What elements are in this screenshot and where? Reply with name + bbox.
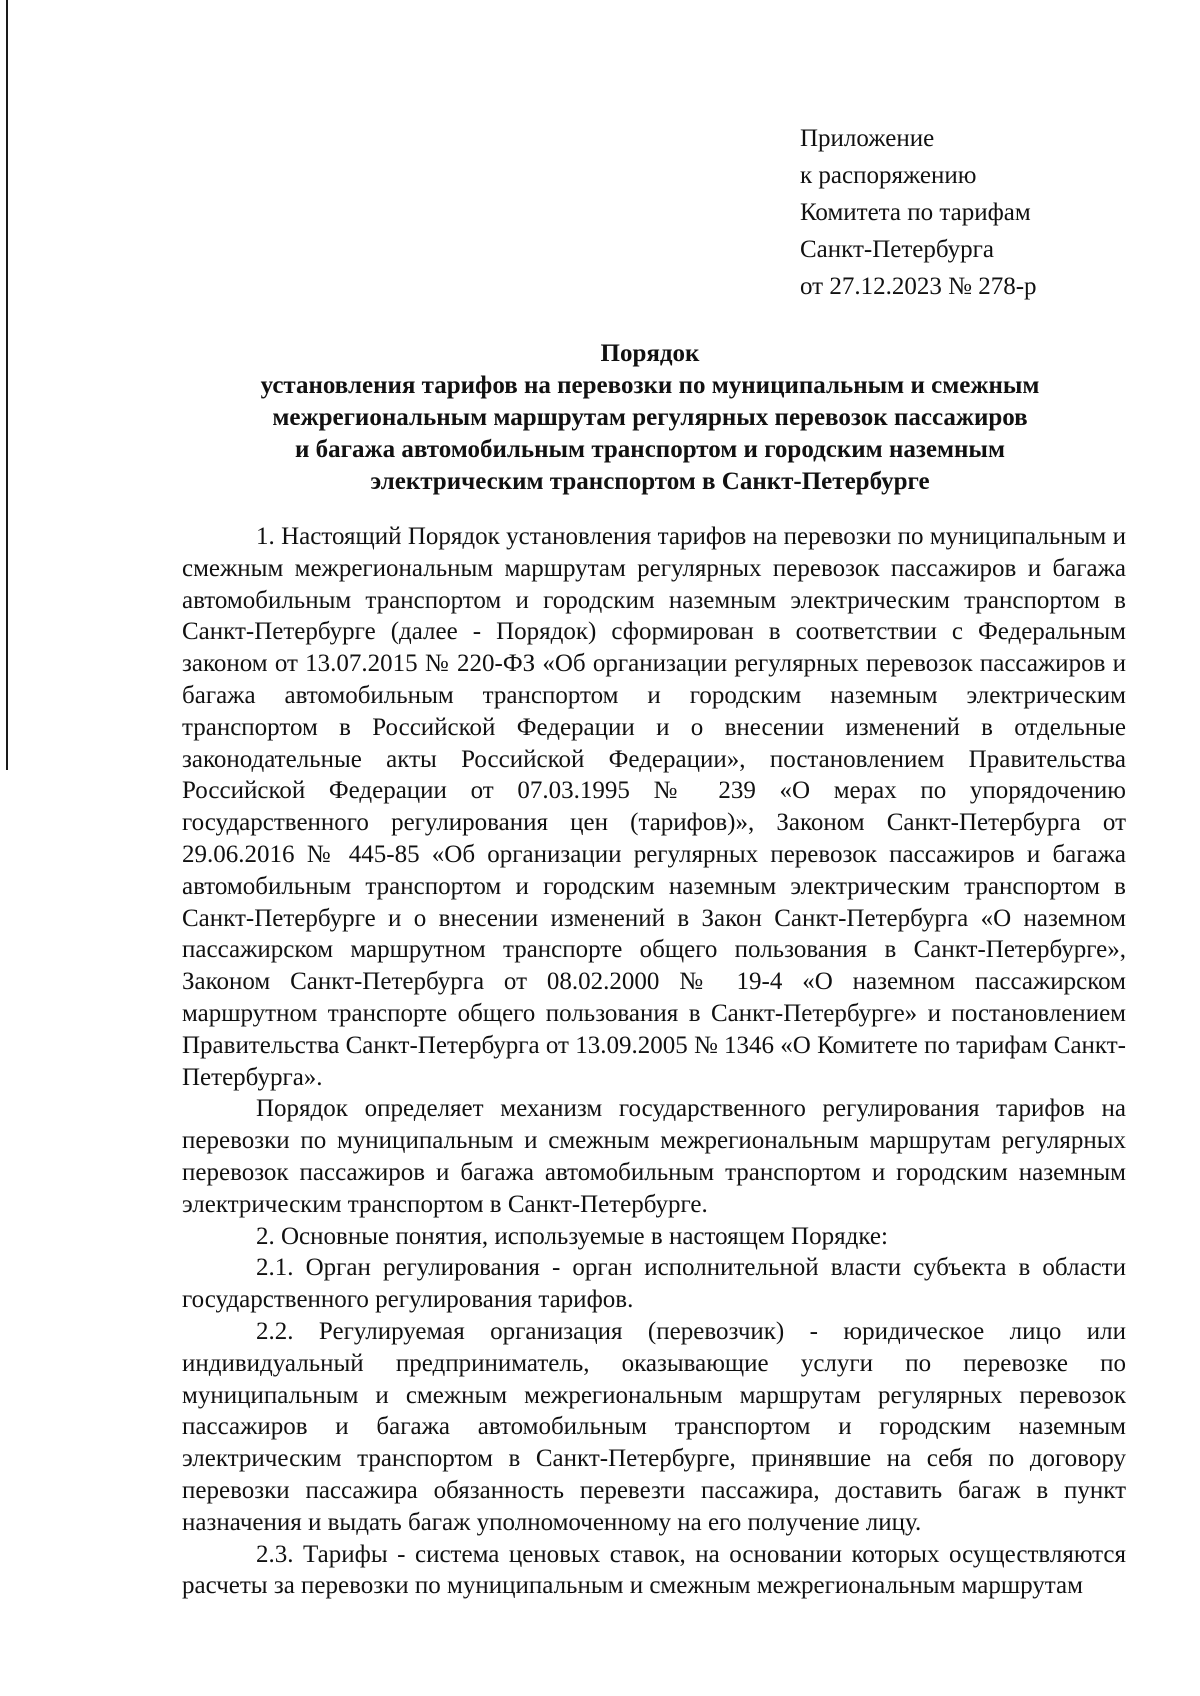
paragraph-3: 2. Основные понятия, используемые в настоящем Порядке: — [256, 1222, 888, 1250]
title-line: и багажа автомобильным транспортом и городским наземным — [295, 436, 1005, 463]
paragraph-2: Порядок определяет механизм государственного регулирования тарифов на перевозки по муниципальным и смежным межрегиональным маршрутам регулярных перевозок пассажиров и багажа автомобильным транспортом и городским наземным электрическим транспортом в Санкт-Петербурге. — [182, 1095, 1126, 1218]
appendix-line: к распоряжению — [800, 162, 977, 189]
title-line: электрическим транспортом в Санкт-Петербурге — [370, 468, 930, 495]
appendix-block — [800, 120, 1037, 305]
paragraph-4: 2.1. Орган регулирования - орган исполнительной власти субъекта в области государственного регулирования тарифов. — [182, 1254, 1126, 1314]
appendix-line: от 27.12.2023 № 278-р — [800, 273, 1037, 300]
appendix-line: Санкт-Петербурга — [800, 236, 995, 263]
appendix-line: Приложение — [800, 125, 935, 152]
appendix-line: Комитета по тарифам — [800, 199, 1031, 226]
paragraph-5: 2.2. Регулируемая организация (перевозчик) - юридическое лицо или индивидуальный предприниматель, оказывающие услуги по перевозке по муниципальным и смежным межрегиональным маршрутам регулярных перевозок пассажиров и багажа автомобильным транспортом и городским наземным электрическим транспортом в Санкт-Петербурге, принявшие на себя по договору перевозки пассажира обязанность перевезти пассажира, доставить багаж в пункт назначения и выдать багаж уполномоченному на его получение лицу. — [182, 1317, 1126, 1536]
title-heading: Порядок — [600, 340, 700, 367]
paragraph-6: 2.3. Тарифы - система ценовых ставок, на основании которых осуществляются расчеты за перевозки по муниципальным и смежным межрегиональным маршрутам — [182, 1540, 1126, 1600]
scan-edge-line — [6, 0, 8, 770]
document-body — [182, 521, 1126, 1602]
title-line: установления тарифов на перевозки по муниципальным и смежным — [260, 372, 1040, 399]
paragraph-1: 1. Настоящий Порядок установления тарифов на перевозки по муниципальным и смежным межрегиональным маршрутам регулярных перевозок пассажиров и багажа автомобильным транспортом и городским наземным электрическим транспортом в Санкт-Петербурге (далее - Порядок) сформирован в соответствии с Федеральным законом от 13.07.2015 № 220-ФЗ «Об организации регулярных перевозок пассажиров и багажа автомобильным транспортом и городским наземным электрическим транспортом в Российской Федерации и о внесении изменений в отдельные законодательные акты Российской Федерации», постановлением Правительства Российской Федерации от 07.03.1995 № 239 «О мерах по упорядочению государственного регулирования цен (тарифов)», Законом Санкт-Петербурга от 29.06.2016 № 445-85 «Об организации регулярных перевозок пассажиров и багажа автомобильным транспортом и городским наземным электрическим транспортом в Санкт-Петербурге и о внесении изменений в Закон Санкт-Петербурга «О наземном пассажирском маршрутном транспорте общего пользования в Санкт-Петербурге», Законом Санкт-Петербурга от 08.02.2000 № 19-4 «О наземном пассажирском маршрутном транспорте общего пользования в Санкт-Петербурге» и постановлением Правительства Санкт-Петербурга от 13.09.2005 № 1346 «О Комитете по тарифам Санкт-Петербурга». — [182, 523, 1126, 1091]
document-title — [170, 338, 1130, 498]
title-line: межрегиональным маршрутам регулярных перевозок пассажиров — [272, 404, 1028, 431]
